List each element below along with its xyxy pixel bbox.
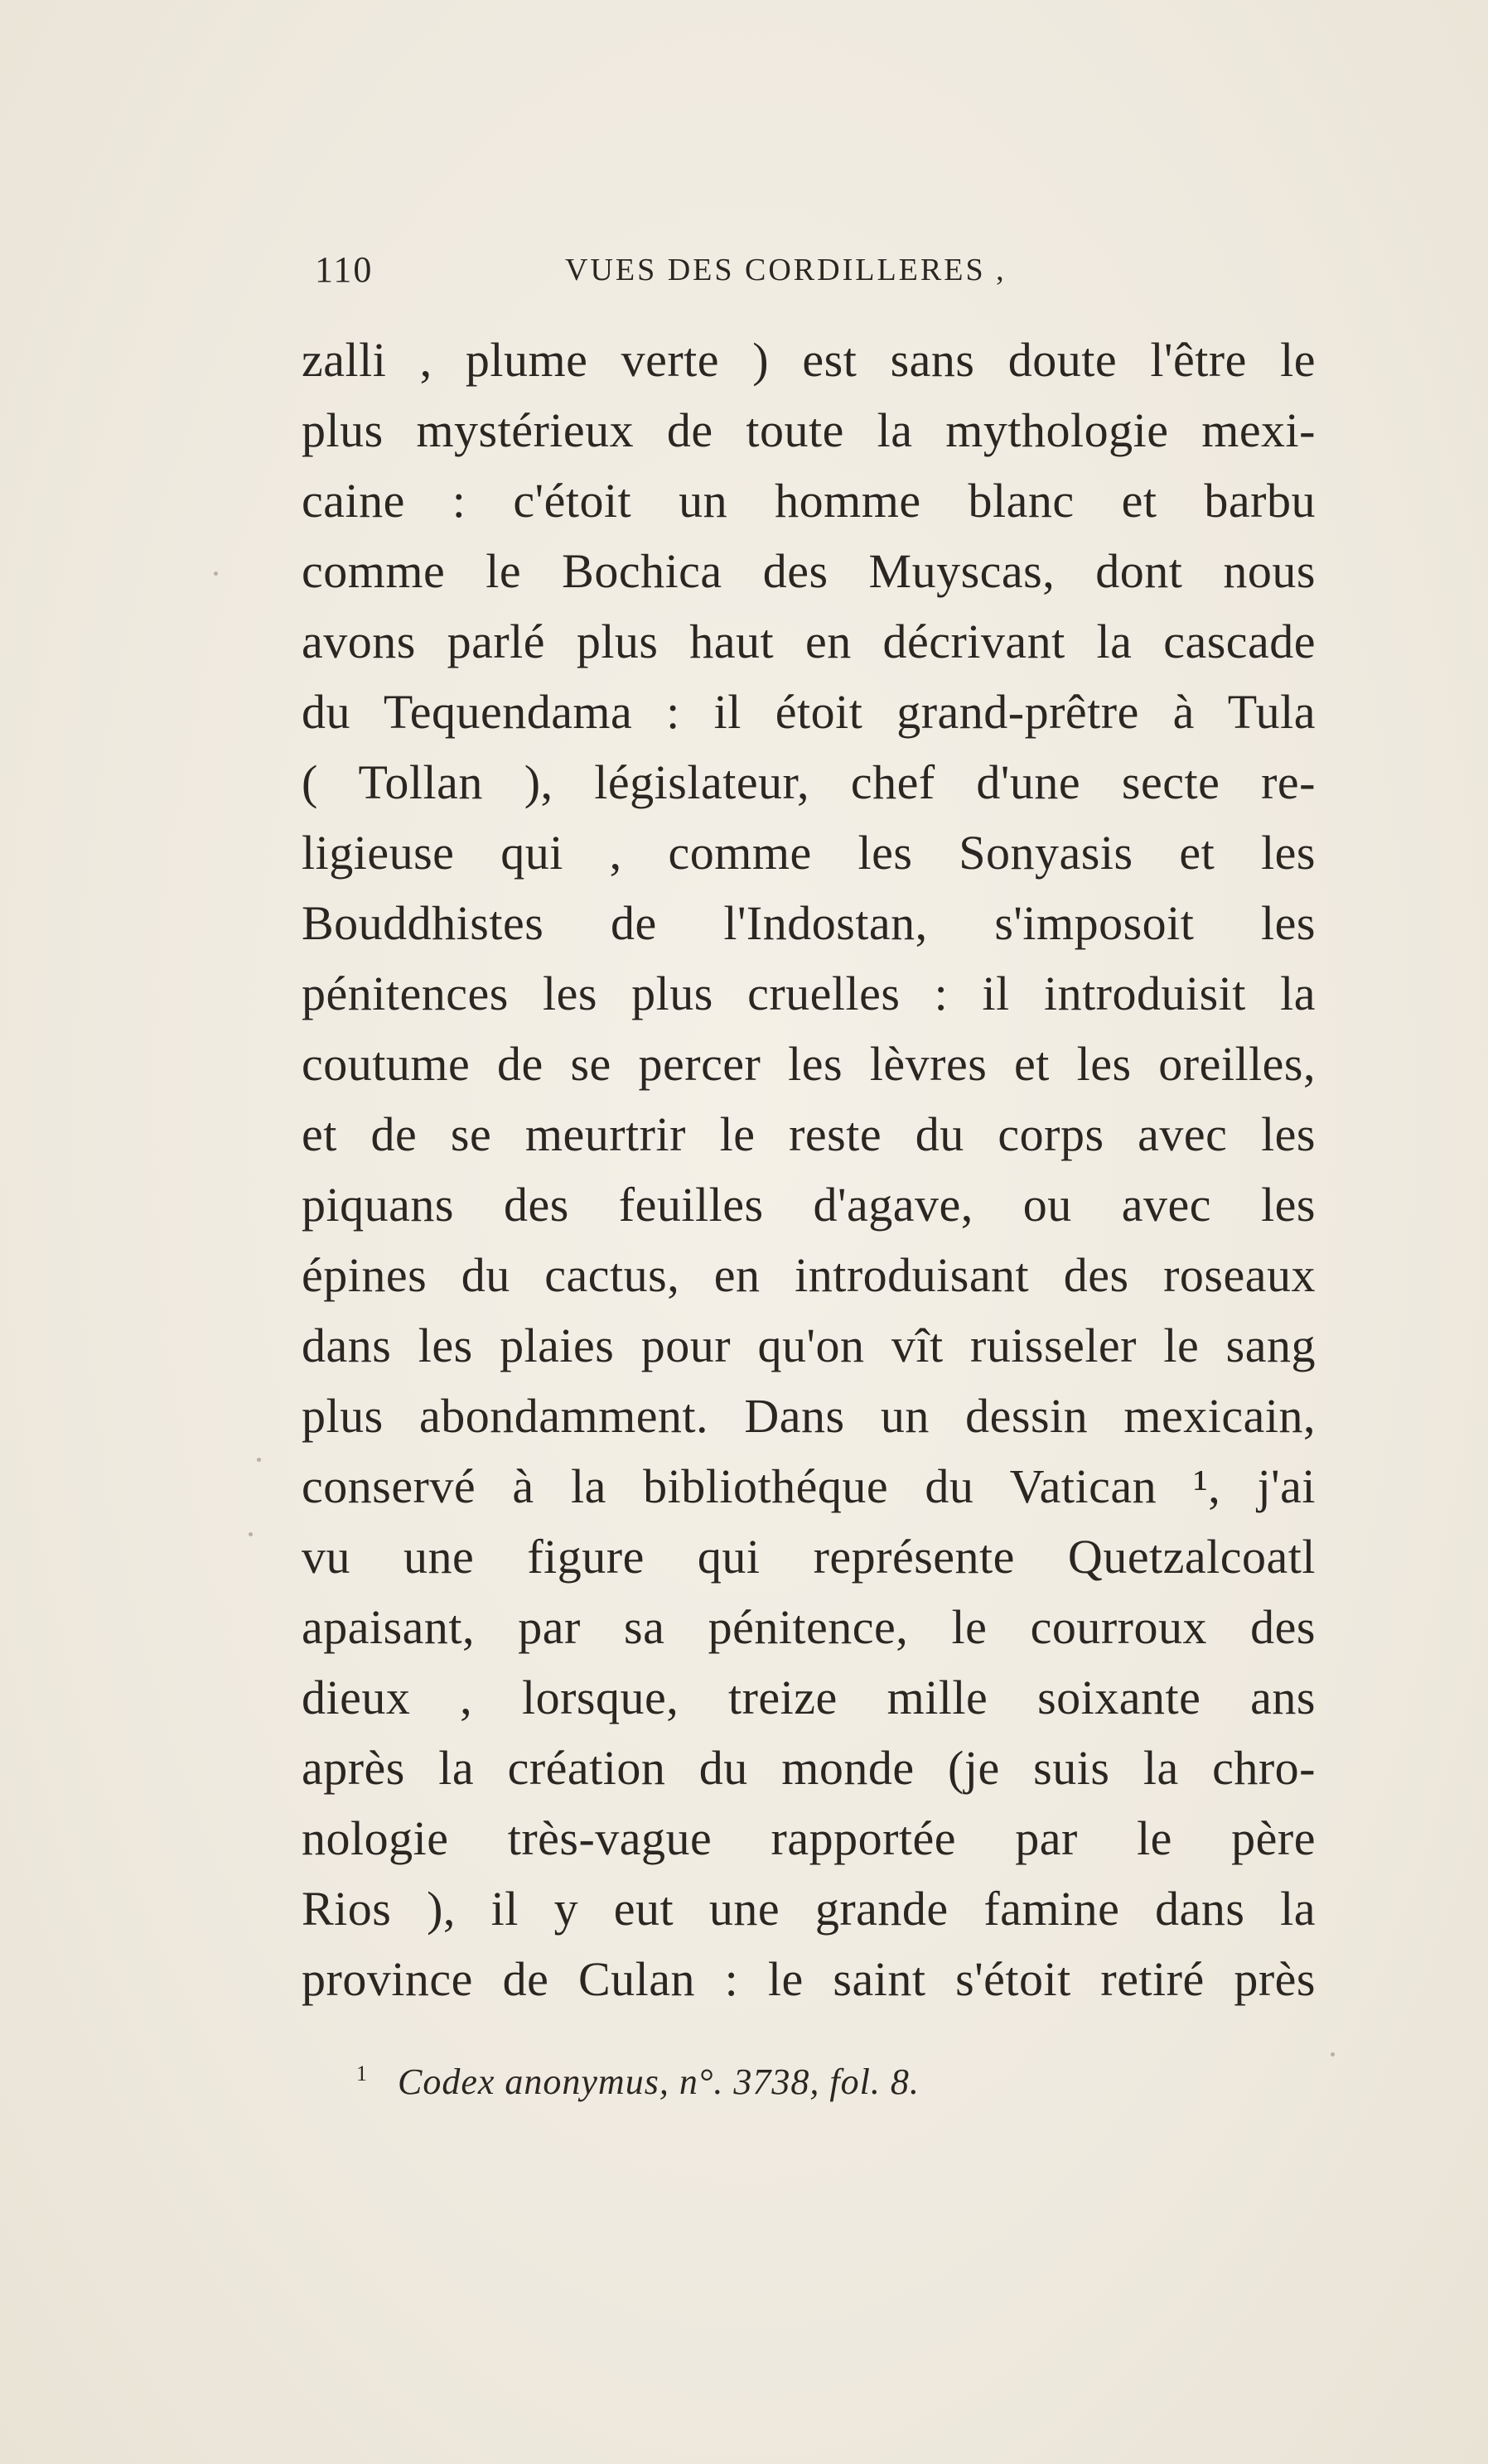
running-title: VUES DES CORDILLERES , xyxy=(565,253,1007,287)
text-line: ligieuse qui , comme les Sonyasis et les xyxy=(302,826,1316,880)
text-line: plus abondamment. Dans un dessin mexicain, xyxy=(302,1389,1316,1443)
text-line: pénitences les plus cruelles : il introduisit la xyxy=(302,967,1316,1020)
text-line: dans les plaies pour qu'on vît ruisseler le sang xyxy=(302,1319,1316,1372)
text-line: apaisant, par sa pénitence, le courroux des xyxy=(302,1600,1316,1654)
text-line: zalli , plume verte ) est sans doute l'être le xyxy=(302,333,1316,387)
paper-speck xyxy=(257,1458,261,1462)
text-line: caine : c'étoit un homme blanc et barbu xyxy=(302,474,1316,528)
text-line: après la création du monde (je suis la chro- xyxy=(302,1741,1316,1795)
text-line: comme le Bochica des Muyscas, dont nous xyxy=(302,544,1316,598)
page-number: 110 xyxy=(315,249,374,290)
text-line: province de Culan : le saint s'étoit retiré près xyxy=(302,1952,1316,2006)
paper-speck xyxy=(249,1532,253,1536)
text-line: dieux , lorsque, treize mille soixante ans xyxy=(302,1671,1316,1724)
page-header xyxy=(303,248,1140,298)
text-line: et de se meurtrir le reste du corps avec les xyxy=(302,1107,1316,1161)
text-line: conservé à la bibliothéque du Vatican ¹, j'ai xyxy=(302,1459,1316,1513)
paper-speck xyxy=(1331,2052,1335,2057)
paper-speck xyxy=(214,571,218,576)
text-line: nologie très-vague rapportée par le père xyxy=(302,1811,1316,1865)
text-line: Rios ), il y eut une grande famine dans la xyxy=(302,1882,1316,1936)
footnote xyxy=(356,2061,920,2103)
text-line: coutume de se percer les lèvres et les oreilles, xyxy=(302,1037,1316,1091)
body-text xyxy=(302,325,1316,2014)
text-line: avons parlé plus haut en décrivant la cascade xyxy=(302,615,1316,668)
text-line: ( Tollan ), législateur, chef d'une secte re- xyxy=(302,755,1316,809)
text-line: du Tequendama : il étoit grand-prêtre à Tula xyxy=(302,685,1316,739)
text-line: Bouddhistes de l'Indostan, s'imposoit les xyxy=(302,896,1316,950)
text-line: vu une figure qui représente Quetzalcoatl xyxy=(302,1530,1316,1584)
text-line: épines du cactus, en introduisant des roseaux xyxy=(302,1248,1316,1302)
footnote-marker: 1 xyxy=(356,2061,368,2086)
text-line: piquans des feuilles d'agave, ou avec les xyxy=(302,1178,1316,1232)
text-line: plus mystérieux de toute la mythologie mexi- xyxy=(302,403,1316,457)
footnote-text: Codex anonymus, n°. 3738, fol. 8. xyxy=(398,2061,920,2102)
